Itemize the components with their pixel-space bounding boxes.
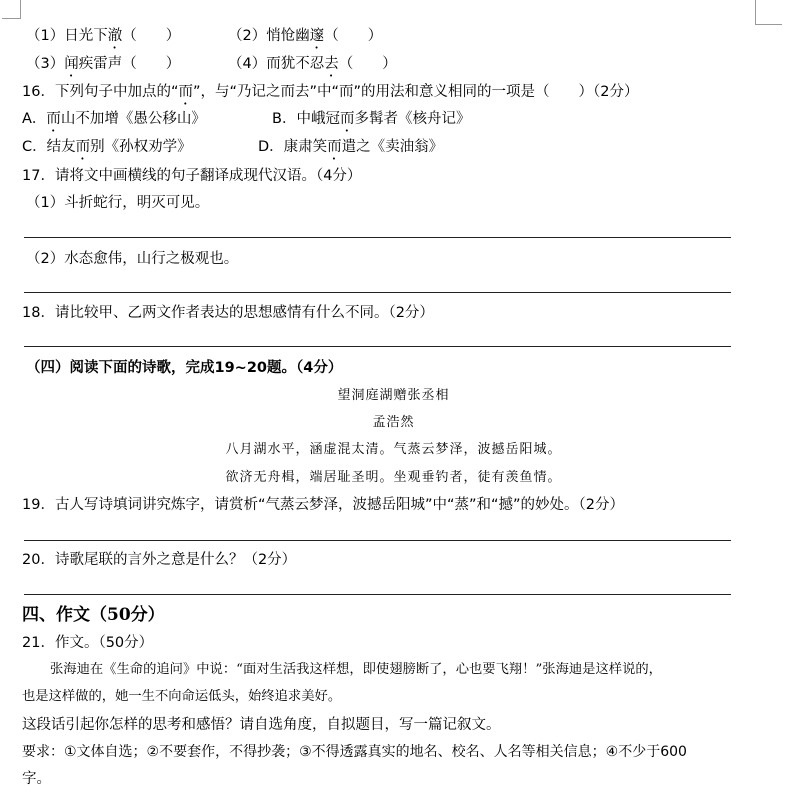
- q15-item-3: （3）闻疾雷声（ ）: [26, 56, 181, 72]
- answer-line-q20: [24, 594, 731, 595]
- q15-item-4: （4）而犹不忍去（ ）: [228, 56, 397, 72]
- answer-line-q17-1: [24, 237, 731, 238]
- q17-stem: 17．请将文中画横线的句子翻译成现代汉语。（4分）: [22, 168, 362, 184]
- q19-stem: 19．古人写诗填词讲究炼字，请赏析“气蒸云梦泽，波撼岳阳城”中“蒸”和“撼”的妙处。（2分）: [22, 497, 624, 513]
- q20-stem: 20．诗歌尾联的言外之意是什么？（2分）: [22, 552, 297, 568]
- answer-line-q19: [24, 540, 731, 541]
- page-corner-mark-right: [755, 0, 782, 25]
- q18-stem: 18．请比较甲、乙两文作者表达的思想感情有什么不同。（2分）: [22, 305, 434, 321]
- poem-line-2: 欲济无舟楫，端居耻圣明。坐观垂钓者，徒有羡鱼情。: [225, 470, 562, 485]
- section-heading-essay: 四、作文（50分）: [22, 605, 165, 625]
- essay-requirements-line-2: 字。: [22, 771, 51, 787]
- essay-quote-line-2: 也是这样做的，她一生不向命运低头，始终追求美好。: [22, 689, 342, 704]
- essay-prompt: 这段话引起你怎样的思考和感悟？请自选角度，自拟题目，写一篇记叙文。: [22, 717, 501, 733]
- q16-option-c: C．结友而别《孙权劝学》: [22, 139, 192, 155]
- poem-author: 孟浩然: [372, 415, 415, 430]
- q15-item-1: （1）日光下澈（ ）: [26, 28, 181, 44]
- answer-line-q18: [24, 346, 731, 347]
- essay-requirements-line-1: 要求：①文体自选；②不要套作，不得抄袭；③不得透露真实的地名、校名、人名等相关信息；④不少于600: [22, 744, 687, 760]
- q17-sentence-2: （2）水态愈伟，山行之极观也。: [26, 251, 239, 267]
- q16-option-d: D．康肃笑而遣之《卖油翁》: [258, 139, 444, 155]
- q21-stem: 21．作文。（50分）: [22, 635, 154, 651]
- page-corner-mark-left: [2, 0, 21, 19]
- q15-item-2: （2）悄怆幽邃（ ）: [228, 28, 383, 44]
- q17-sentence-1: （1）斗折蛇行，明灭可见。: [26, 195, 210, 211]
- poem-line-1: 八月湖水平，涵虚混太清。气蒸云梦泽，波撼岳阳城。: [225, 442, 562, 457]
- poem-title: 望洞庭湖赠张丞相: [337, 388, 450, 403]
- q16-stem: 16．下列句子中加点的“而”，与“乃记之而去”中“而”的用法和意义相同的一项是（ ）（2分）: [22, 84, 639, 100]
- answer-line-q17-2: [24, 292, 731, 293]
- q16-option-b: B．中峨冠而多髯者《核舟记》: [272, 111, 471, 127]
- section-heading-poem: （四）阅读下面的诗歌，完成19~20题。（4分）: [26, 360, 343, 376]
- q16-option-a: A．而山不加增《愚公移山》: [22, 111, 206, 127]
- essay-quote-line-1: 张海迪在《生命的追问》中说：“面对生活我这样想，即使翅膀断了，心也要飞翔！”张海迪是这样说的，: [50, 662, 662, 677]
